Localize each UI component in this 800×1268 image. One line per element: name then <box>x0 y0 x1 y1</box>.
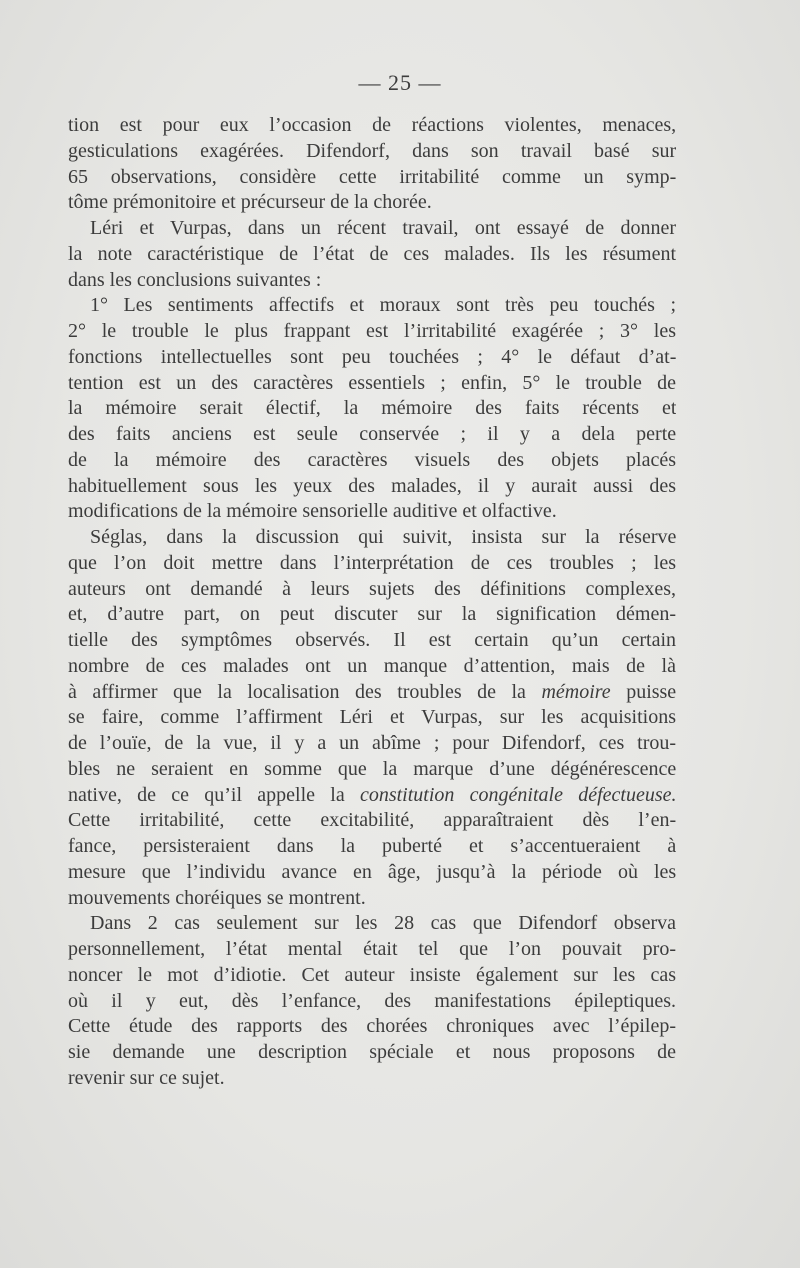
italic-text: constitution congénitale défectueuse. <box>359 783 676 806</box>
italic-text: mémoire <box>541 680 611 703</box>
text-line: où il y eut, dès l’enfance, des manifestations épileptiques. <box>68 989 676 1012</box>
text-line: Léri et Vurpas, dans un récent travail, ont essayé de donner <box>90 217 676 239</box>
text-line: native, de ce qu’il appelle la constitution congénitale défectueuse. <box>68 783 676 806</box>
text-line: mesure que l’individu avance en âge, jusqu’à la période où les <box>68 860 676 883</box>
text-line: personnellement, l’état mental était tel que l’on pouvait pro- <box>68 938 676 960</box>
text-line: se faire, comme l’affirment Léri et Vurpas, sur les acquisitions <box>68 706 676 729</box>
text-line: tion est pour eux l’occasion de réactions violentes, menaces, <box>68 114 676 136</box>
text-line: sie demande une description spéciale et nous proposons de <box>68 1041 676 1063</box>
text-line: tielle des symptômes observés. Il est certain qu’un certain <box>68 629 676 651</box>
text-line: de l’ouïe, de la vue, il y a un abîme ; pour Difendorf, ces trou- <box>68 732 676 754</box>
text-line: dans les conclusions suivantes : <box>68 268 322 291</box>
text-line: la note caractéristique de l’état de ces malades. Ils les résument <box>68 242 676 265</box>
text-line: habituellement sous les yeux des malades, il y aurait aussi des <box>68 474 676 497</box>
text-line: 2° le trouble le plus frappant est l’irritabilité exagérée ; 3° les <box>68 320 676 342</box>
text-line: tôme prémonitoire et précurseur de la chorée. <box>68 191 432 214</box>
text-line: noncer le mot d’idiotie. Cet auteur insiste également sur les cas <box>68 963 676 986</box>
text-line: Cette étude des rapports des chorées chroniques avec l’épilep- <box>68 1015 676 1038</box>
body-text <box>68 113 676 1092</box>
text-line: des faits anciens est seule conservée ; il y a dela perte <box>68 423 676 445</box>
text-line: et, d’autre part, on peut discuter sur la signification démen- <box>68 603 676 626</box>
text-line: que l’on doit mettre dans l’interprétation de ces troubles ; les <box>68 551 676 574</box>
text-line: modifications de la mémoire sensorielle auditive et olfactive. <box>68 500 557 523</box>
text-line: 1° Les sentiments affectifs et moraux sont très peu touchés ; <box>90 294 676 317</box>
text-line: de la mémoire des caractères visuels des objets placés <box>68 448 676 471</box>
text-line: auteurs ont demandé à leurs sujets des définitions complexes, <box>68 577 676 600</box>
text-line: fonctions intellectuelles sont peu touchées ; 4° le défaut d’at- <box>68 345 676 368</box>
text-line: à affirmer que la localisation des troubles de la mémoire puisse <box>68 680 676 703</box>
text-line: bles ne seraient en somme que la marque d’une dégénérescence <box>68 757 676 780</box>
text-line: mouvements choréiques se montrent. <box>68 886 366 909</box>
text-line: tention est un des caractères essentiels ; enfin, 5° le trouble de <box>68 371 676 394</box>
text-line: fance, persisteraient dans la puberté et s’accentueraient à <box>68 835 676 857</box>
text-line: 65 observations, considère cette irritabilité comme un symp- <box>68 165 676 188</box>
page-number: — 25 — <box>358 70 442 95</box>
text-line: gesticulations exagérées. Difendorf, dans son travail basé sur <box>68 139 676 162</box>
text-line: revenir sur ce sujet. <box>68 1066 225 1089</box>
text-line: Cette irritabilité, cette excitabilité, apparaîtraient dès l’en- <box>68 809 676 832</box>
text-line: nombre de ces malades ont un manque d’attention, mais de là <box>68 654 676 677</box>
text-line: Dans 2 cas seulement sur les 28 cas que Difendorf observa <box>90 912 676 935</box>
text-line: la mémoire serait électif, la mémoire des faits récents et <box>68 397 676 420</box>
text-line: Séglas, dans la discussion qui suivit, insista sur la réserve <box>90 526 676 548</box>
